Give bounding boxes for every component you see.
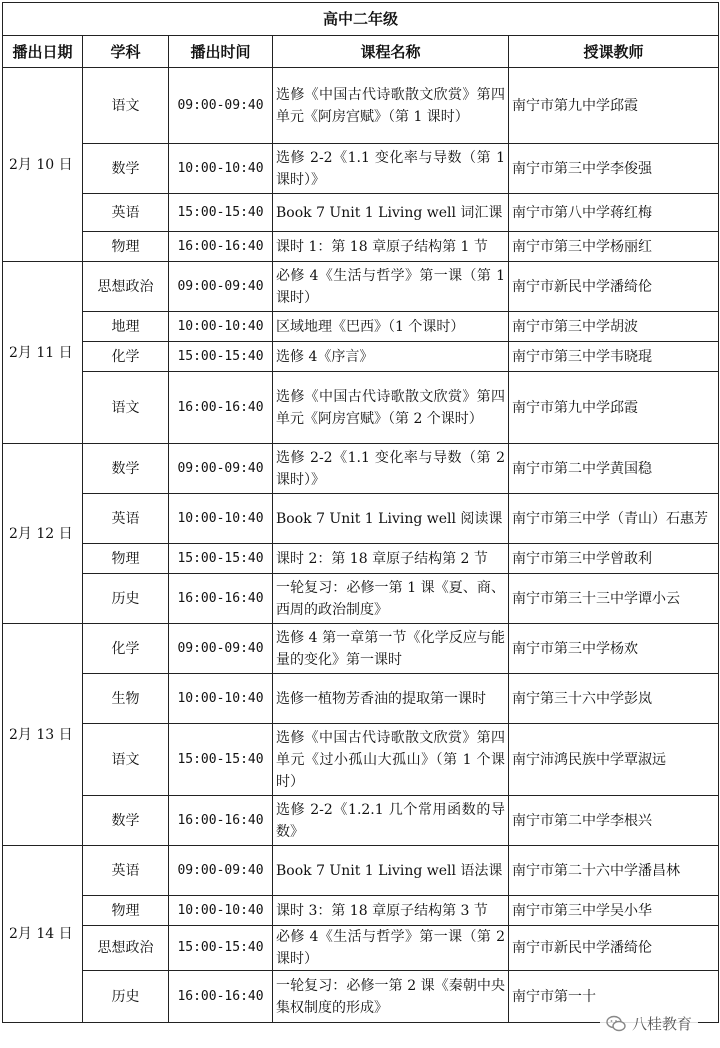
course-cell: 选修 2-2《1.1 变化率与导数（第 1 课时）》 [273, 144, 509, 194]
teacher-cell: 南宁市第二中学黄国稳 [509, 444, 719, 494]
teacher-cell: 南宁第三十六中学彭岚 [509, 674, 719, 724]
header-course: 课程名称 [273, 36, 509, 68]
teacher-cell: 南宁市新民中学潘绮伦 [509, 262, 719, 312]
teacher-cell: 南宁市新民中学潘绮伦 [509, 926, 719, 971]
teacher-cell: 南宁市第三中学李俊强 [509, 144, 719, 194]
table-row [3, 674, 719, 724]
table-row [3, 494, 719, 544]
table-row [3, 194, 719, 232]
table-row [3, 896, 719, 926]
table-row [3, 342, 719, 372]
wechat-icon [606, 1014, 626, 1034]
subject-cell: 思想政治 [83, 926, 169, 971]
time-cell: 09:00-09:40 [169, 624, 273, 674]
course-cell: 一轮复习：必修一第 1 课《夏、商、西周的政治制度》 [273, 574, 509, 624]
subject-cell: 数学 [83, 796, 169, 846]
subject-cell: 语文 [83, 68, 169, 144]
subject-cell: 历史 [83, 574, 169, 624]
teacher-cell: 南宁市第三中学胡波 [509, 312, 719, 342]
table-row [3, 232, 719, 262]
header-date: 播出日期 [3, 36, 83, 68]
broadcast-date: 2月 14 日 [3, 846, 83, 1023]
course-cell: 选修 2-2《1.2.1 几个常用函数的导数》 [273, 796, 509, 846]
header-time: 播出时间 [169, 36, 273, 68]
subject-cell: 生物 [83, 674, 169, 724]
subject-cell: 物理 [83, 544, 169, 574]
time-cell: 10:00-10:40 [169, 312, 273, 342]
teacher-cell: 南宁市第九中学邱霞 [509, 372, 719, 444]
time-cell: 16:00-16:40 [169, 971, 273, 1023]
time-cell: 09:00-09:40 [169, 444, 273, 494]
time-cell: 15:00-15:40 [169, 724, 273, 796]
subject-cell: 地理 [83, 312, 169, 342]
teacher-cell: 南宁市第三中学曾敢利 [509, 544, 719, 574]
table-row [3, 262, 719, 312]
teacher-cell: 南宁市第九中学邱霞 [509, 68, 719, 144]
table-row [3, 574, 719, 624]
time-cell: 16:00-16:40 [169, 574, 273, 624]
time-cell: 10:00-10:40 [169, 494, 273, 544]
table-row [3, 144, 719, 194]
course-cell: 选修《中国古代诗歌散文欣赏》第四单元《过小孤山大孤山》（第 1 个课时） [273, 724, 509, 796]
grade-title: 高中二年级 [3, 3, 719, 36]
subject-cell: 思想政治 [83, 262, 169, 312]
time-cell: 16:00-16:40 [169, 232, 273, 262]
subject-cell: 数学 [83, 444, 169, 494]
course-cell: 区域地理《巴西》（1 个课时） [273, 312, 509, 342]
time-cell: 15:00-15:40 [169, 926, 273, 971]
course-cell: 课时 1：第 18 章原子结构第 1 节 [273, 232, 509, 262]
teacher-cell: 南宁市第三十三中学谭小云 [509, 574, 719, 624]
header-subject: 学科 [83, 36, 169, 68]
subject-cell: 物理 [83, 896, 169, 926]
time-cell: 15:00-15:40 [169, 342, 273, 372]
course-cell: 必修 4《生活与哲学》第一课（第 1 课时） [273, 262, 509, 312]
teacher-cell: 南宁市第三中学韦晓琨 [509, 342, 719, 372]
teacher-cell: 南宁市第三中学杨丽红 [509, 232, 719, 262]
table-row [3, 68, 719, 144]
teacher-cell: 南宁市第八中学蒋红梅 [509, 194, 719, 232]
schedule-table [2, 2, 719, 1023]
title-row [3, 3, 719, 36]
time-cell: 09:00-09:40 [169, 68, 273, 144]
course-cell: 选修 4 第一章第一节《化学反应与能量的变化》第一课时 [273, 624, 509, 674]
watermark-text: 八桂教育 [631, 1015, 692, 1033]
teacher-cell: 南宁沛鸿民族中学覃淑远 [509, 724, 719, 796]
teacher-cell: 南宁市第一十 [509, 971, 719, 1023]
table-row [3, 624, 719, 674]
teacher-cell: 南宁市第二十六中学潘昌林 [509, 846, 719, 896]
course-cell: 选修《中国古代诗歌散文欣赏》第四单元《阿房宫赋》（第 2 个课时） [273, 372, 509, 444]
table-row [3, 846, 719, 896]
subject-cell: 英语 [83, 194, 169, 232]
course-cell: Book 7 Unit 1 Living well 语法课 [273, 846, 509, 896]
subject-cell: 英语 [83, 846, 169, 896]
course-cell: 一轮复习：必修一第 2 课《秦朝中央集权制度的形成》 [273, 971, 509, 1023]
header-row [3, 36, 719, 68]
time-cell: 09:00-09:40 [169, 262, 273, 312]
broadcast-date: 2月 11 日 [3, 262, 83, 444]
course-cell: 必修 4《生活与哲学》第一课（第 2 课时） [273, 926, 509, 971]
subject-cell: 语文 [83, 724, 169, 796]
time-cell: 09:00-09:40 [169, 846, 273, 896]
course-cell: 课时 3：第 18 章原子结构第 3 节 [273, 896, 509, 926]
table-row [3, 444, 719, 494]
table-row [3, 312, 719, 342]
table-row [3, 724, 719, 796]
header-teacher: 授课教师 [509, 36, 719, 68]
table-row [3, 796, 719, 846]
course-cell: 选修《中国古代诗歌散文欣赏》第四单元《阿房宫赋》（第 1 课时） [273, 68, 509, 144]
time-cell: 16:00-16:40 [169, 372, 273, 444]
time-cell: 15:00-15:40 [169, 194, 273, 232]
time-cell: 10:00-10:40 [169, 896, 273, 926]
course-cell: 选修 4《序言》 [273, 342, 509, 372]
teacher-cell: 南宁市第三中学杨欢 [509, 624, 719, 674]
table-row [3, 926, 719, 971]
time-cell: 10:00-10:40 [169, 674, 273, 724]
subject-cell: 英语 [83, 494, 169, 544]
subject-cell: 历史 [83, 971, 169, 1023]
broadcast-date: 2月 13 日 [3, 624, 83, 846]
table-row [3, 544, 719, 574]
watermark [600, 1011, 698, 1036]
broadcast-date: 2月 12 日 [3, 444, 83, 624]
time-cell: 10:00-10:40 [169, 144, 273, 194]
course-cell: 课时 2：第 18 章原子结构第 2 节 [273, 544, 509, 574]
broadcast-date: 2月 10 日 [3, 68, 83, 262]
course-cell: Book 7 Unit 1 Living well 词汇课 [273, 194, 509, 232]
subject-cell: 化学 [83, 624, 169, 674]
subject-cell: 化学 [83, 342, 169, 372]
subject-cell: 语文 [83, 372, 169, 444]
course-cell: 选修 2-2《1.1 变化率与导数（第 2 课时）》 [273, 444, 509, 494]
time-cell: 16:00-16:40 [169, 796, 273, 846]
subject-cell: 数学 [83, 144, 169, 194]
course-cell: Book 7 Unit 1 Living well 阅读课 [273, 494, 509, 544]
subject-cell: 物理 [83, 232, 169, 262]
teacher-cell: 南宁市第二中学李根兴 [509, 796, 719, 846]
course-cell: 选修一植物芳香油的提取第一课时 [273, 674, 509, 724]
time-cell: 15:00-15:40 [169, 544, 273, 574]
teacher-cell: 南宁市第三中学（青山）石惠芳 [509, 494, 719, 544]
teacher-cell: 南宁市第三中学吴小华 [509, 896, 719, 926]
table-row [3, 372, 719, 444]
